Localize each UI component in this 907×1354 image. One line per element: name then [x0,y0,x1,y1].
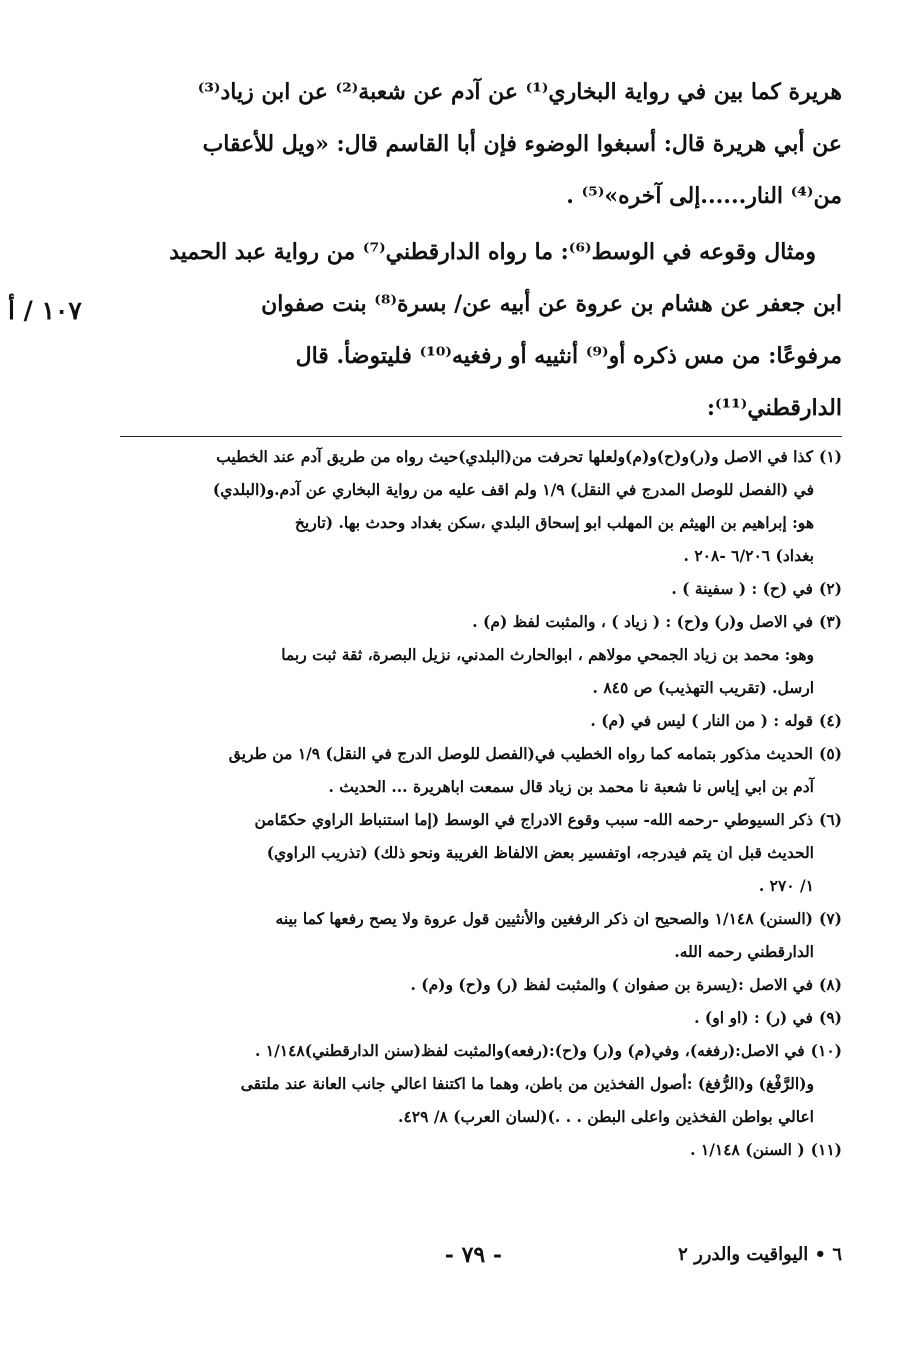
footnote-text: آدم بن ابي إياس نا شعبة نا محمد بن زياد قال سمعت اباهريرة ... الحديث . [328,777,814,796]
footnote-number: (١١) [810,1140,842,1159]
footnote-number: (٦) [818,810,842,829]
main-line: الدارقطني⁽¹¹⁾: [706,395,842,421]
footnote-4 [120,704,842,737]
main-line: عن أبي هريرة قال: أسبغوا الوضوء فإن أبا القاسم قال: «ويل للأعقاب [202,131,842,157]
footnote-1 [120,440,842,572]
footnote-text: بغداد) ٦/٢٠٦ -٢٠٨ . [683,546,814,565]
footnote-text: و(الرَّفْغ) و(الرُّفغ) :أصول الفخذين من باطن، وهما ما اكتنفا اعالي جانب العانة عند ملتقى [240,1074,814,1093]
footnote-10 [120,1034,842,1133]
margin-folio-reference: ١٠٧ / أ [8,296,82,325]
footnote-text: في الاصل:(رفغه)، وفي(م) و(ر) و(ح):(رفعه)والمثبت لفظ(سنن الدارقطني)١/١٤٨ . [254,1041,805,1060]
footnote-number: (١٠) [810,1041,842,1060]
footnote-text: وهو: محمد بن زياد الجمحي مولاهم ، ابوالحارث المدني، نزيل البصرة، ثقة ثبت ربما [281,645,814,664]
footnote-text: ارسل. (تقريب التهذيب) ص ٨٤٥ . [592,678,814,697]
main-line: ابن جعفر عن هشام بن عروة عن أبيه عن/ بسرة⁽⁸⁾ بنت صفوان [261,291,842,317]
footnote-text: في (ر) : (او او) . [694,1008,813,1027]
main-line: مرفوعًا: من مس ذكره أو⁽⁹⁾ أنثييه أو رفغيه⁽¹⁰⁾ فليتوضأ. قال [295,343,842,369]
main-line: ومثال وقوعه في الوسط⁽⁶⁾: ما رواه الدارقطني⁽⁷⁾ من رواية عبد الحميد [169,239,816,265]
footnote-number: (٤) [818,711,842,730]
footnote-6 [120,803,842,902]
footnote-9 [120,1001,842,1034]
page-footer [120,1238,842,1278]
footnote-text: (السنن) ١/١٤٨ والصحيح ان ذكر الرفغين والأنثيين قول عروة ولا يصح رفعها كما بينه [275,909,813,928]
footnote-number: (٢) [818,579,842,598]
footnote-text: اعالي بواطن الفخذين واعلى البطن . . .)(لسان العرب) ٨/ ٤٢٩. [398,1107,814,1126]
footnote-number: (٧) [818,909,842,928]
page-number: - ٧٩ - [444,1242,502,1268]
footnote-5 [120,737,842,803]
footnote-number: (٨) [818,975,842,994]
footnote-text: قوله : ( من النار ) ليس في (م) . [590,711,813,730]
footnote-text: ١/ ٢٧٠ . [758,876,814,895]
footnote-text: في (الفصل للوصل المدرج في النقل) ١/٩ ولم اقف عليه من رواية البخاري عن آدم.و(البلدي) [212,480,814,499]
footnote-divider [120,436,842,437]
footnote-8 [120,968,842,1001]
footnote-text: ( السنن) ١/١٤٨ . [690,1140,805,1159]
footnote-text: الحديث قبل ان يتم فيدرجه، اوتفسير بعض الالفاظ الغريبة ونحو ذلك) (تذريب الراوي) [266,843,814,862]
book-title: ٦ • اليواقيت والدرر ٢ [678,1244,842,1265]
footnote-text: في الاصل و(ر) و(ح) : ( زياد ) ، والمثبت لفظ (م) . [472,612,813,631]
main-line: هريرة كما بين في رواية البخاري⁽¹⁾ عن آدم عن شعبة⁽²⁾ عن ابن زياد⁽³⁾ [197,79,842,105]
main-line: من⁽⁴⁾ النار......إلى آخره»⁽⁵⁾ . [566,183,842,209]
footnote-11 [120,1133,842,1166]
footnote-2 [120,572,842,605]
footnote-text: هو: إبراهيم بن الهيثم بن المهلب ابو إسحاق البلدي ،سكن بغداد وحدث بها. (تاريخ [294,513,814,532]
footnote-text: ذكر السيوطي -رحمه الله- سبب وقوع الادراج في الوسط (إما استنباط الراوي حكمًامن [254,810,813,829]
main-text [120,66,842,434]
footnote-number: (١) [818,447,842,466]
footnotes [120,440,842,1166]
footnote-text: في (ح) : ( سفينة ) . [671,579,813,598]
footnote-number: (٥) [818,744,842,763]
footnote-text: في الاصل :(يسرة بن صفوان ) والمثبت لفظ (ر) و(ح) و(م) . [410,975,813,994]
main-paragraph-2 [120,226,842,434]
footnote-text: كذا في الاصل و(ر)و(ح)و(م)ولعلها تحرفت من(البلدي)حيث رواه من طريق آدم عند الخطيب [216,447,813,466]
footnote-text: الحديث مذكور بتمامه كما رواه الخطيب في(الفصل للوصل الدرج في النقل) ١/٩ من طريق [228,744,813,763]
footnote-7 [120,902,842,968]
main-paragraph-1 [120,66,842,222]
footnote-text: الدارقطني رحمه الله. [674,942,814,961]
footnote-number: (٩) [818,1008,842,1027]
footnote-number: (٣) [818,612,842,631]
footnote-3 [120,605,842,704]
